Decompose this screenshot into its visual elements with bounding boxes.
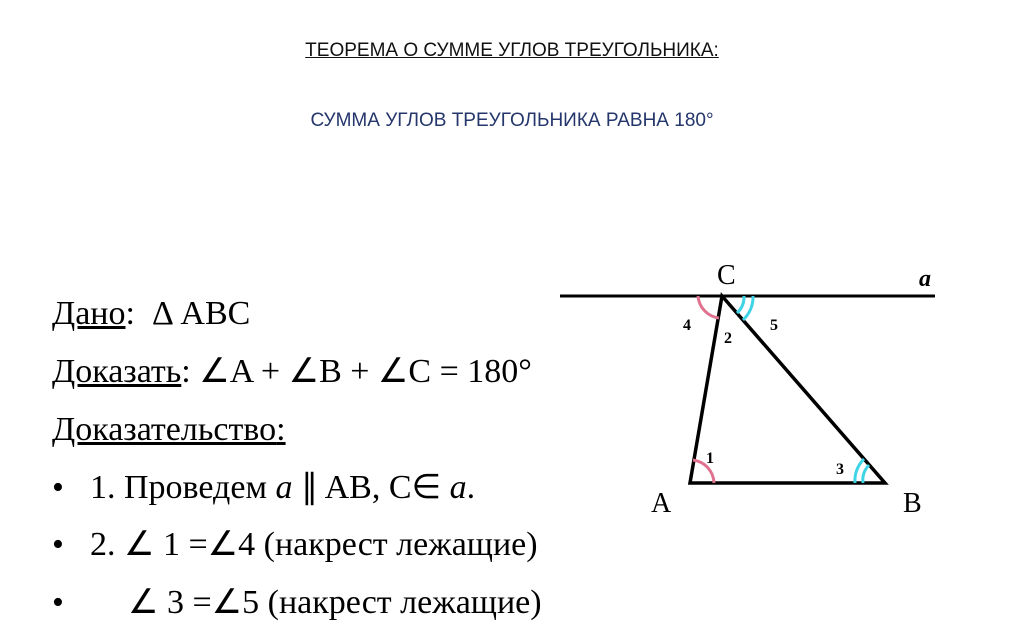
angle-number-4: 4 (683, 317, 691, 334)
given-content: Δ ABC (151, 295, 251, 332)
prove-label: Доказать (52, 353, 182, 390)
bullet: • (52, 584, 64, 621)
vertex-label-a: A (651, 488, 672, 519)
prove-content: ∠A + ∠B + ∠C = 180° (199, 353, 532, 390)
proof-label: Доказательство (52, 411, 277, 448)
given-line: Дано: Δ ABC (52, 295, 251, 332)
angle-number-1: 1 (706, 450, 714, 467)
bullet: • (52, 469, 64, 506)
proof-line: Доказательство: (52, 411, 286, 448)
proof-step-1: • 1. Проведем a ∥ AB, C∈ a. (52, 469, 476, 506)
angle-4-arc (698, 296, 719, 318)
angle-number-2: 2 (724, 330, 732, 347)
vertex-label-b: B (903, 488, 922, 519)
page-title: ТЕОРЕМА О СУММЕ УГЛОВ ТРЕУГОЛЬНИКА: (305, 40, 719, 61)
vertex-label-c: C (717, 260, 736, 291)
proof-step-3: • ∠ 3 =∠5 (накрест лежащие) (52, 584, 542, 621)
angle-number-3: 3 (836, 461, 844, 478)
angle-5-arc-inner (737, 296, 744, 313)
given-label: Дано (52, 295, 126, 332)
angle-number-5: 5 (770, 317, 778, 334)
triangle-abc (690, 296, 885, 483)
line-label-a: a (919, 266, 931, 292)
bullet: • (52, 526, 64, 563)
theorem-statement: СУММА УГЛОВ ТРЕУГОЛЬНИКА РАВНА 180° (310, 110, 714, 131)
prove-line: Доказать: ∠A + ∠B + ∠C = 180° (52, 353, 532, 390)
proof-step-2: • 2. ∠ 1 =∠4 (накрест лежащие) (52, 526, 538, 563)
angle-3-arc-inner (863, 465, 869, 483)
